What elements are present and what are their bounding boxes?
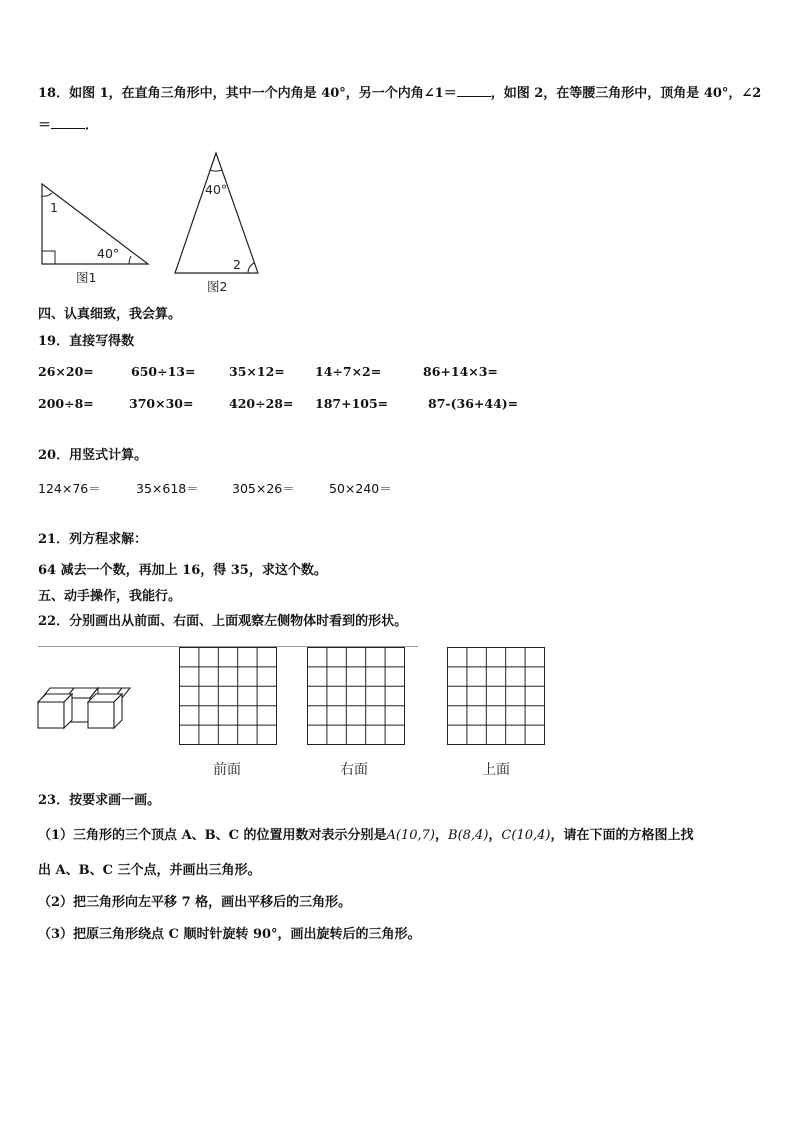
q19-item: 200÷8=: [38, 396, 94, 411]
q23-part1-line1: [38, 827, 693, 845]
fig2-angle-label: 40°: [205, 182, 228, 197]
q18-text-d: ．: [85, 118, 99, 133]
q21-text: 64 减去一个数，再加上 16，得 35，求这个数。: [38, 563, 327, 578]
q19-item: 87-(36+44)=: [428, 396, 519, 411]
q18-text-b: ，如图 2，在等腰三角形中，顶角是 40°，∠2: [490, 86, 762, 101]
q20-item: 305×26＝: [232, 481, 295, 496]
q19-item: 35×12=: [229, 364, 285, 379]
q23-part1-line2: 出 A、B、C 三个点，并画出三角形。: [38, 863, 261, 878]
q23-title: 23．按要求画一画。: [38, 793, 161, 808]
q21-title: 21．列方程求解：: [38, 532, 148, 547]
q19-item: 26×20=: [38, 364, 94, 379]
point-c: C(10,4): [501, 828, 551, 843]
point-b: B(8,4): [448, 828, 489, 843]
fig2-caption: 图2: [207, 279, 228, 294]
q23-part1-text-b: ，请在下面的方格图上找: [550, 828, 694, 843]
fig1-caption: 图1: [76, 270, 97, 285]
label-front-view: 前面: [213, 762, 241, 778]
q18-text-c: ＝: [38, 118, 52, 133]
figure-2-isosceles-triangle: [170, 150, 266, 276]
q23-sep: ，: [488, 828, 502, 843]
q22-title: 22．分别画出从前面、右面、上面观察左侧物体时看到的形状。: [38, 614, 408, 629]
fig2-angle-mark: 2: [233, 257, 241, 272]
q19-item: 187+105=: [315, 396, 389, 411]
fig1-angle-mark: 1: [50, 200, 58, 215]
section-5-heading: 五、动手操作，我能行。: [38, 589, 182, 604]
grid-front-view[interactable]: [179, 647, 279, 747]
q23-part2: （2）把三角形向左平移 7 格，画出平移后的三角形。: [38, 895, 352, 910]
grid-top-view[interactable]: [447, 647, 547, 747]
q20-item: 35×618＝: [136, 481, 199, 496]
q18-text-a: 18．如图 1，在直角三角形中，其中一个内角是 40°，另一个内角∠1＝: [38, 86, 457, 101]
q18-blank-1[interactable]: [457, 84, 491, 97]
q19-item: 420÷28=: [229, 396, 294, 411]
q19-item: 86+14×3=: [423, 364, 498, 379]
figure-1-right-triangle: [36, 180, 156, 270]
q19-title: 19．直接写得数: [38, 334, 135, 349]
q19-item: 370×30=: [129, 396, 194, 411]
q20-item: 124×76＝: [38, 481, 101, 496]
cube-object-drawing: [36, 684, 132, 734]
label-top-view: 上面: [482, 762, 510, 778]
q23-part3: （3）把原三角形绕点 C 顺时针旋转 90°，画出旋转后的三角形。: [38, 927, 421, 942]
q19-item: 650÷13=: [131, 364, 196, 379]
q20-title: 20．用竖式计算。: [38, 448, 148, 463]
label-right-view: 右面: [340, 762, 368, 778]
q19-item: 14÷7×2=: [315, 364, 382, 379]
q18-blank-2[interactable]: [51, 116, 85, 129]
q18-line1: [38, 84, 761, 103]
grid-right-view[interactable]: [307, 647, 407, 747]
section-4-heading: 四、认真细致，我会算。: [38, 307, 182, 322]
q20-item: 50×240＝: [329, 481, 392, 496]
fig1-angle-label: 40°: [97, 246, 120, 261]
q18-line2: [38, 116, 98, 135]
point-a: A(10,7): [386, 828, 436, 843]
q23-sep: ，: [435, 828, 449, 843]
q23-part1-text-a: （1）三角形的三个顶点 A、B、C 的位置用数对表示分别是: [38, 828, 387, 843]
